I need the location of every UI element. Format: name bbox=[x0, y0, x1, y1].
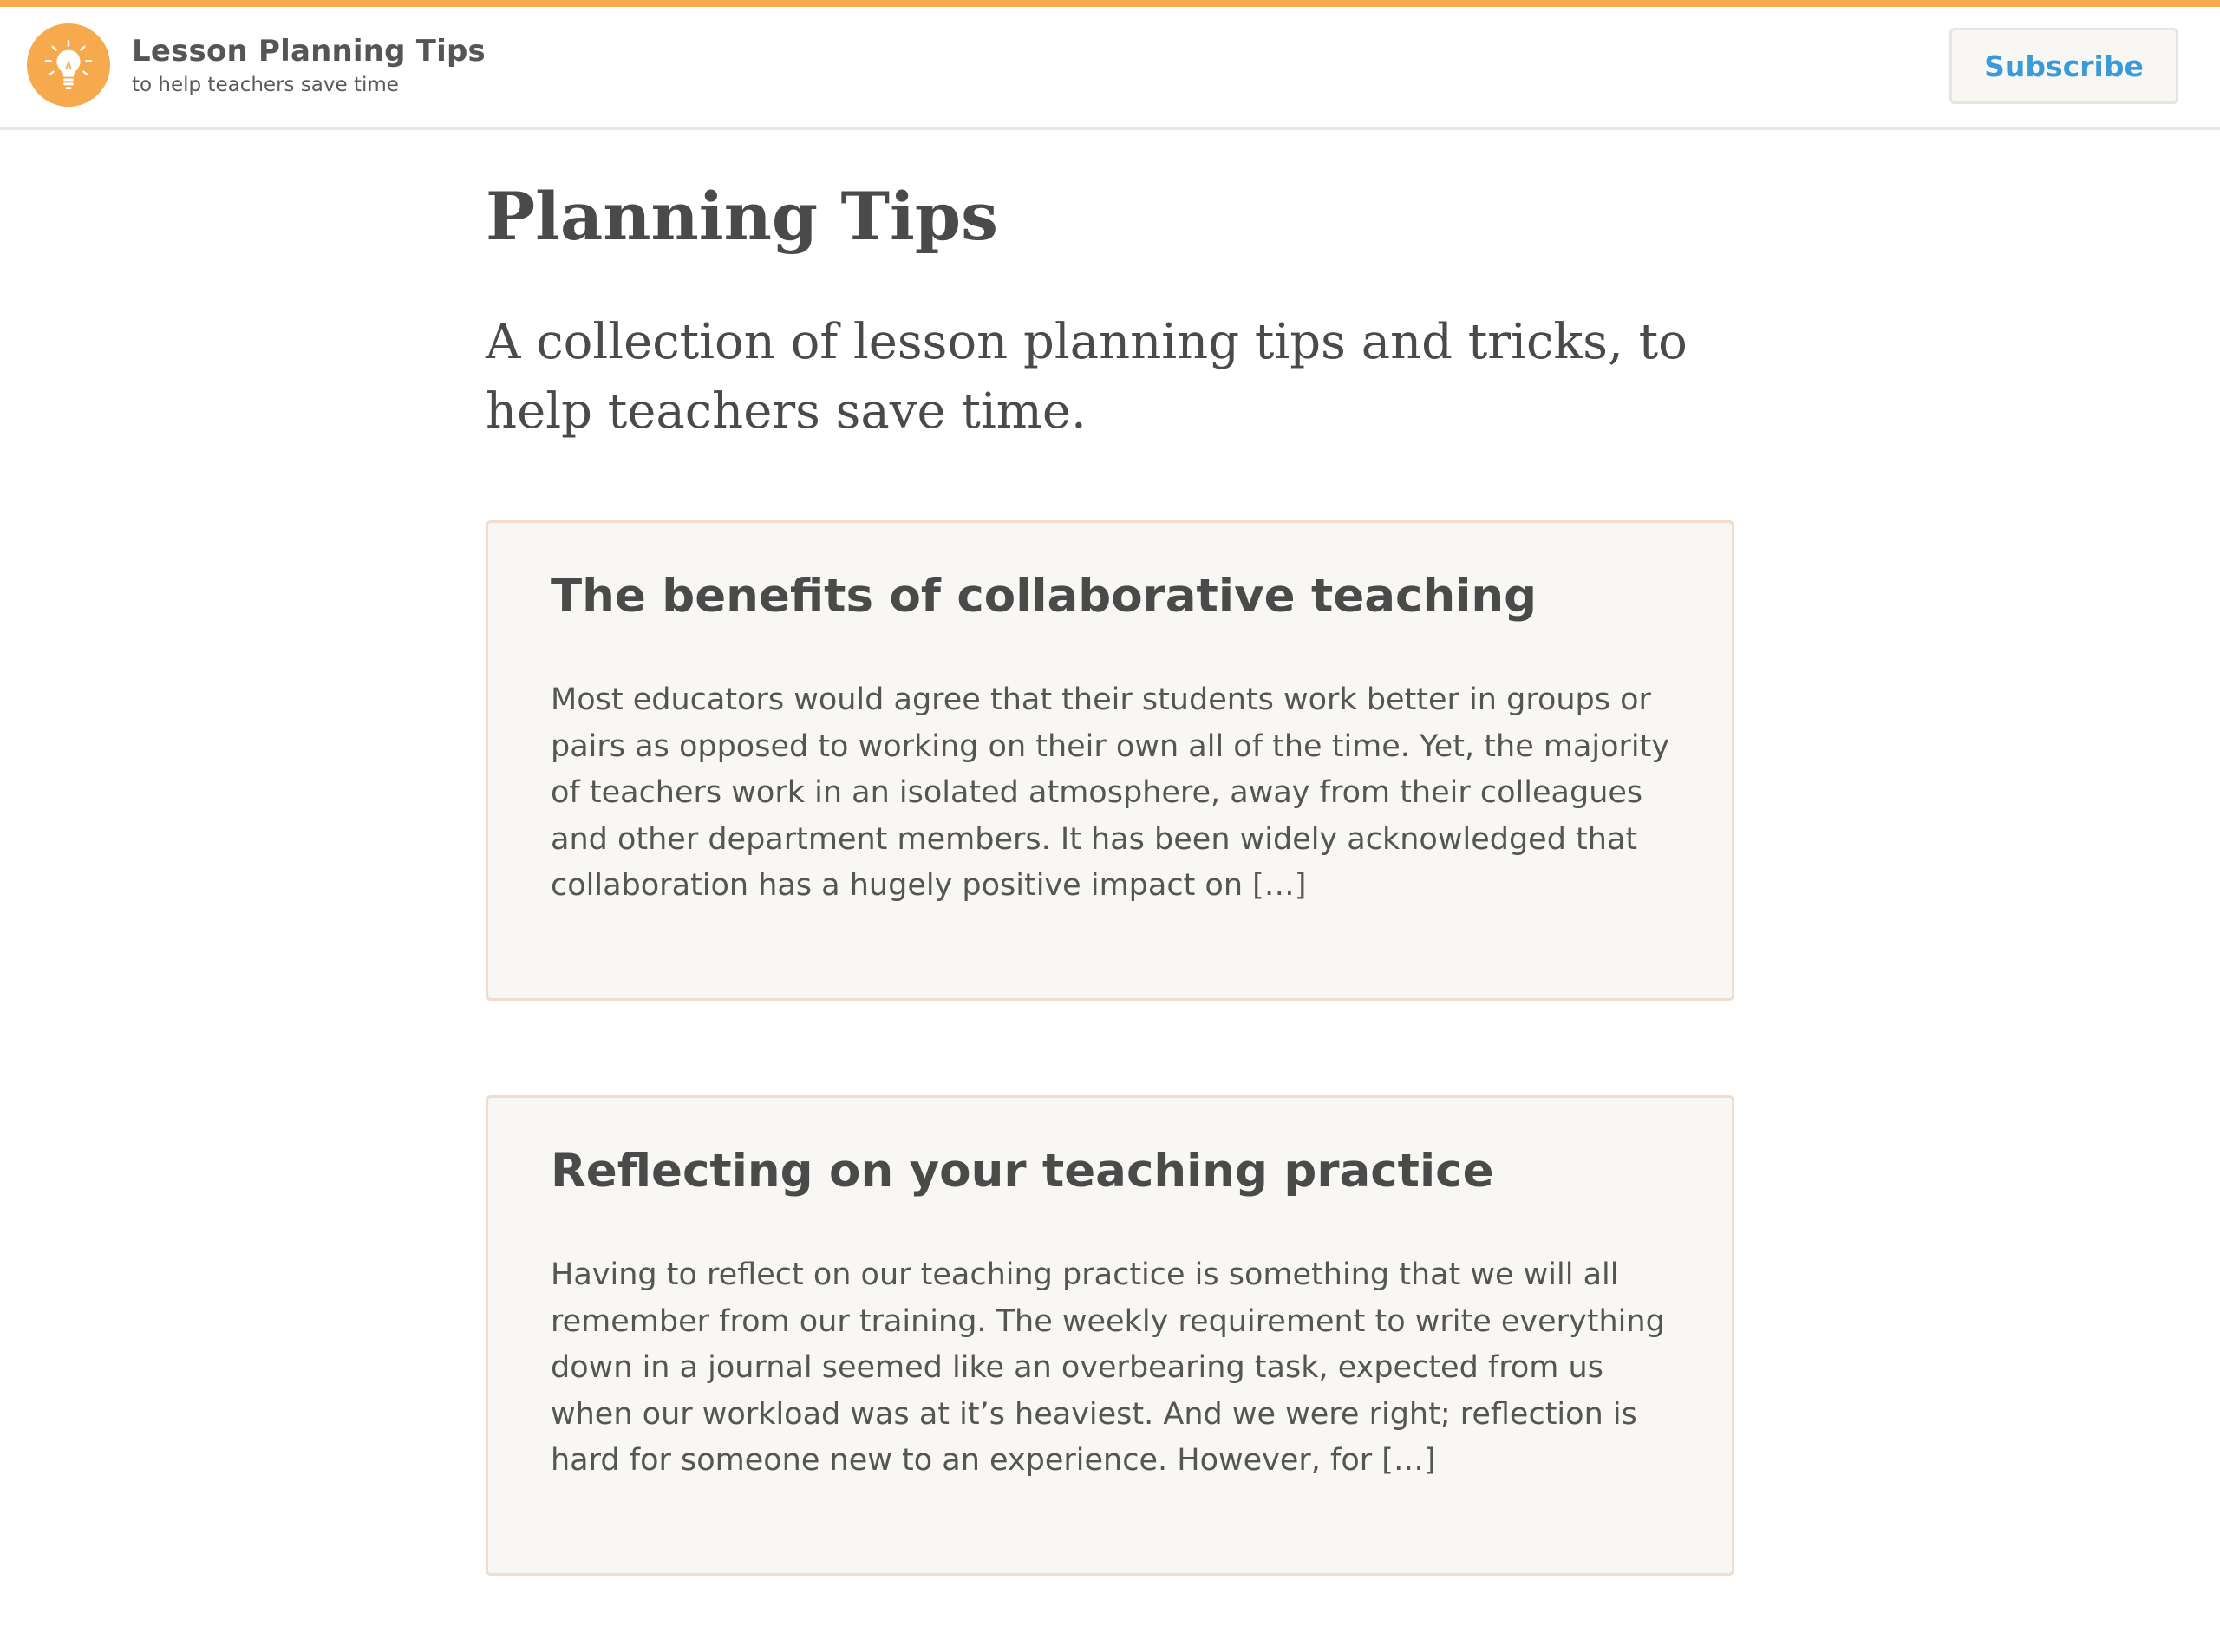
post-card[interactable] bbox=[486, 520, 1734, 1001]
post-card[interactable] bbox=[486, 1095, 1734, 1576]
top-accent-bar bbox=[0, 0, 2220, 7]
site-header bbox=[0, 7, 2220, 130]
post-title[interactable]: Reflecting on your teaching practice bbox=[551, 1145, 1494, 1198]
site-logo[interactable] bbox=[27, 23, 110, 107]
site-tagline: to help teachers save time bbox=[132, 74, 399, 96]
post-excerpt: Having to reflect on our teaching practice is something that we will all remember from our training. The weekly requirement to write everything down in a journal seemed like an overbearing task, expected from us when our workload was at it’s heaviest. And we were right; reflection is hard for someone new to an experience. However, for […] bbox=[551, 1257, 1665, 1478]
post-title[interactable]: The benefits of collaborative teaching bbox=[551, 570, 1538, 623]
post-excerpt: Most educators would agree that their students work better in groups or pairs as opposed to working on their own all of the time. Yet, the majority of teachers work in an isolated atmosphere, away from their colleagues and other department members. It has been widely acknowledged that collaboration has a hugely positive impact on […] bbox=[551, 682, 1670, 903]
site-title[interactable]: Lesson Planning Tips bbox=[132, 34, 486, 69]
lightbulb-icon bbox=[42, 38, 95, 92]
page-intro: A collection of lesson planning tips and tricks, to help teachers save time. bbox=[486, 314, 1688, 440]
subscribe-button[interactable]: Subscribe bbox=[1949, 28, 2178, 104]
page-title: Planning Tips bbox=[486, 178, 998, 255]
